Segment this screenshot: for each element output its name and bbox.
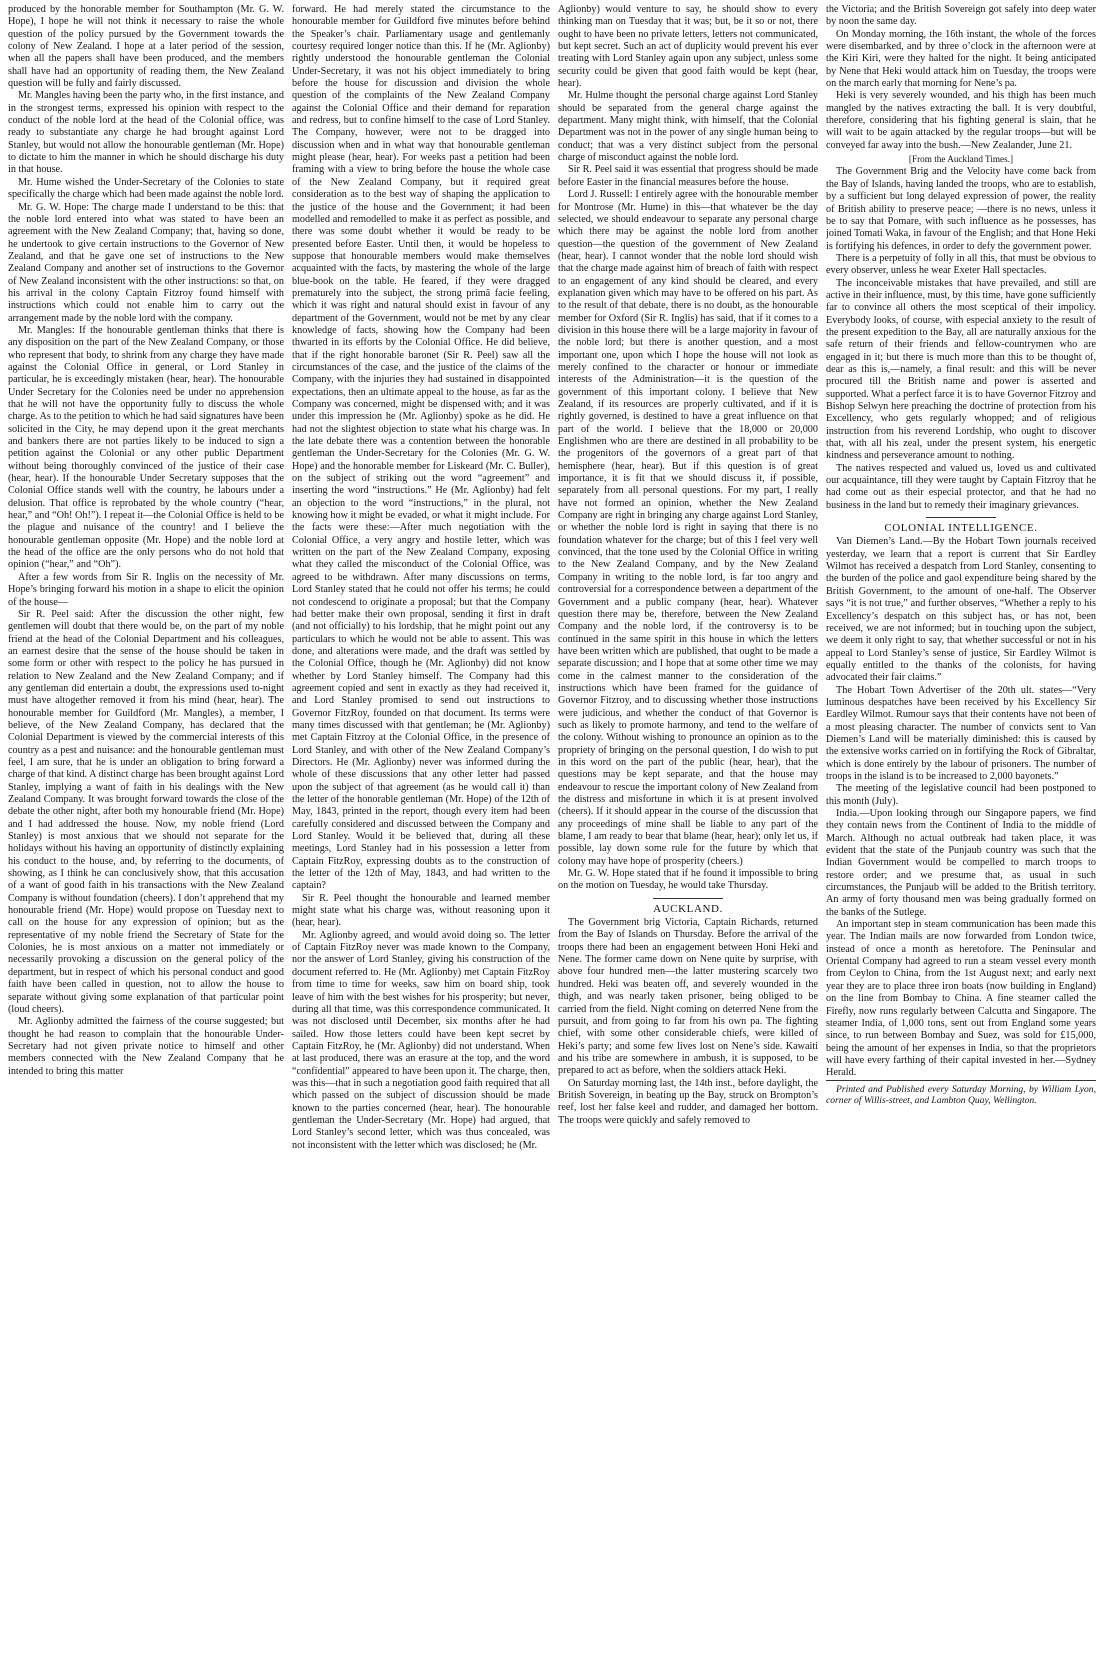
paragraph: Mr. Mangles: If the honourable gentleman thinks that there is any disposition on the part of the New Zealand Company, or those who represent that body, to shrink from any charge they have made against the Colonial Office in general, or Lord Stanley in particular, he is exceedingly mistaken (hear, hear). The honourable Under Secretary for the Colonies need be under no apprehension that he will not have the opportunity fully to discuss the whole charge. As to the petition to which he had said signatures have been solicited in the City, he may depend upon it the great merchants and bankers there are not parties likely to be induced to sign a petition against the Colonial or any other public Department without being thoroughly convinced of the justice of their case (hear, hear). If the honourable Under Secretary supposes that the Colonial Office stands well with the country, he labours under a delusion. That office is reprobated by the whole country (“hear, hear,” and “Oh! Oh!”). I repeat it—the Colonial Office is held to be the plague and nuisance of the country! and I believe the honourable gentleman opposite (Mr. Hope) and the noble lord at the head of the office are the only persons who do not hold that opinion (“hear,” and “Oh”). <box>8 324 284 571</box>
paragraph: Sir R. Peel said it was essential that progress should be made before Easter in the financial measures before the house. <box>558 164 818 188</box>
paragraph: Lord J. Russell: I entirely agree with the honourable member for Montrose (Mr. Hume) in this—that whatever be the day selected, we should endeavour to separate any personal charge which there may be against the noble lord from another question—the question of the government of New Zealand (hear, hear). I cannot wonder that the noble lord should wish that the charge made against him of breach of faith with respect to an engagement of any kind should be cleared, and every explanation given which may have to be offered on his part. As to the result of that debate, there is no doubt, as the honourable member for Oxford (Sir R. Inglis) has said, that if it comes to a division in this house there will be a large majority in favour of the noble lord; but there is another question, and a most important one, upon which I hope the house will not look as merely confined to the character or honour or immediate interests of the Administration—it is the question of the government of this important colony. I believe that New Zealand, if its resources are properly cultivated, and if it is rightly governed, is destined to have a great influence on that part of the world. I believe that the 18,000 or 20,000 Englishmen who are there are destined in all probability to be the progenitors of the governors of a great part of that hemisphere (hear, hear). But if this question is of great importance, it is fit that we should discuss it, if possible, separately from all personal questions. For my part, I really have not formed an opinion, whether the New Zealand Company are right in bringing any charge against Lord Stanley, or whether the noble lord is right in saying that there is no foundation whatever for the charge; but of this I feel very well convinced, that the tone used by the Colonial Office in writing to the New Zealand Company, and by the New Zealand Company in writing to the noble lord, is far too angry and controversial for a correspondence between a department of the Government and a public company (hear, hear). Whatever question there may be, therefore, between the New Zealand Company and the noble lord, if the controversy is to be continued in the same spirit in this house in which the letters have been written which are published, that ought to be made a separate discussion; and I hope that at some other time we may come in the calmest manner to the consideration of the instructions which have been framed for the guidance of Governor Fitzroy, and to discussing whether those instructions were judicious, and whether the conduct of that Governor is such as likely to promote harmony, and tend to the welfare of the colony. Without wishing to pronounce an opinion as to the propriety of bringing on the personal question, I do wish to put in this word on the part of the public (hear, hear), that the questions may be kept separate, and that the house may endeavour to rescue the important colony of New Zealand from the distress and misfortune in which it is at present involved (cheers). If it should appear in the course of the discussion that any proceedings of mine shall be liable to any part of the blame, I am ready to bear that blame (hear, hear); only let us, if possible, lay down some rule for the future by which that colony may have hope of prosperity (cheers.) <box>558 189 818 867</box>
column-1 <box>8 4 284 1649</box>
paragraph: Aglionby) would venture to say, he should show to every thinking man on Tuesday that it was; but, be it so or not, there ought to have been no private letters, letters not communicated, but kept secret. Such an act of duplicity would prevent his ever treating with Lord Stanley again upon any subject, unless some security could be given that good faith would be kept (hear, hear). <box>558 4 818 90</box>
paragraph: The Government brig Victoria, Captain Richards, returned from the Bay of Islands on Thursday. Before the arrival of the troops there had been an engagement between Honi Heki and Nene. The former came down on Nene quite by surprise, with above four hundred men—the latter mustering scarcely two hundred. Heki was beaten off, and severely wounded in the thigh, and was nearly taken prisoner, being obliged to be carried from the field. Night coming on deterred Nene from the pursuit, and from going to far from his own pa. The fighting chief, with some other considerable chiefs, were killed of Heki’s party; and some few lives lost on Nene’s side. Kawaiti and his tribe are somewhere in ambush, it is supposed, to be prepared to act as before, when the soldiers attack Heki. <box>558 917 818 1077</box>
paragraph: Heki is very severely wounded, and his thigh has been much mangled by the natives extracting the ball. It is very doubtful, therefore, considering that his fighting general is slain, that he will wait to be again attacked by the regular troops—but will be conveyed far away into the bush.—New Zealander, June 21. <box>826 90 1096 151</box>
paragraph: the Victoria; and the British Sovereign got safely into deep water by noon the same day. <box>826 4 1096 28</box>
paragraph: The natives respected and valued us, loved us and cultivated our acquaintance, till they were taught by Captain Fitzroy that he had come out as their especial protector, and that he had no business in the land but to remedy their imaginary grievances. <box>826 462 1096 511</box>
paragraph: Mr. Aglionby agreed, and would avoid doing so. The letter of Captain FitzRoy never was made known to the Company, nor the answer of Lord Stanley, giving his construction of the document referred to. He (Mr. Aglionby) met Captain FitzRoy from time to time for weeks, saw him on board ship, took leave of him with the best wishes for his prosperity; but never, during all that time, was this correspondence communicated. It was not disclosed until December, six months after he had sailed. How those letters could have been kept secret by Captain FitzRoy, he (Mr. Aglionby) did not understand. When at last produced, there was an erasure at the top, and the word “confidential” appeared to have been upon it. The charge, then, was this—that in such a negotiation good faith required that all which passed on the subject of discussion should be made known to the parties concerned (hear, hear). The honourable gentleman the Under-Secretary (Mr. Hope) had argued, that Lord Stanley’s second letter, which was thus concealed, was not inconsistent with the letter which was disclosed; he (Mr. <box>292 929 550 1151</box>
paragraph: Mr. Aglionby admitted the fairness of the course suggested; but thought he had reason to complain that the honourable Under-Secretary had not given private notice to himself and other members connected with the New Zealand Company that he intended to bring this matter <box>8 1016 284 1077</box>
paragraph: Sir R. Peel thought the honourable and learned member might state what his charge was, without reasoning upon it (hear, hear). <box>292 892 550 929</box>
section-heading-colonial-intelligence: COLONIAL INTELLIGENCE. <box>884 522 1038 535</box>
paragraph: Mr. Hume wished the Under-Secretary of the Colonies to state specifically the charge which had been made against the noble lord. <box>8 176 284 201</box>
column-3 <box>558 4 818 1649</box>
paragraph: Sir R. Peel said: After the discussion the other night, few gentlemen will doubt that there would be, on the part of my noble friend at the head of the Colonial Department and his colleagues, an earnest desire that the sense of the house should be taken in some form or other with respect to the policy he has pursued in relation to New Zealand and the New Zealand Company; and if any gentleman did entertain a doubt, the expressions used to-night must have altogether removed it from his mind (hear, hear). The honourable member for Guildford (Mr. Mangles), a member, I believe, of the New Zealand Company, has declared that the Colonial Department is viewed by the commercial interests of this country as a pest and nuisance: and the honourable gentleman must feel, I am sure, that he is under an obligation to bring forward a charge of that kind. A distinct charge has been brought against Lord Stanley, implying a want of faith in his dealings with the New Zealand Company. It was brought forward towards the close of the debate the other night, after both my honourable friend (Mr. Hope) and I had addressed the house. Now, my noble friend (Lord Stanley) is most anxious that we should not separate for the holidays without his having an opportunity of distinctly explaining his conduct to the house, and, by referring to the documents, of showing, as I think he can conclusively show, that this accusation of a want of good faith in his transactions with the New Zealand Company is without foundation (cheers). I don’t apprehend that my honourable friend (Mr. Hope) would propose on Tuesday next to call on the house for any expression of opinion; but as the representative of my noble friend the Secretary of State for the Colonies, he is most anxious on a matter not immediately or necessarily provoking a discussion on the general policy of the department, but in respect of which his personal conduct and good faith have been called in question, not to allow the house to separate without giving some explanation of that particular point (loud cheers). <box>8 608 284 1015</box>
paragraph: Mr. Mangles having been the party who, in the first instance, and in the strongest terms, expressed his opinion with respect to the conduct of the noble lord at the head of the Colonial office, was ready to substantiate any charge he had brought against Lord Stanley, but would not allow the honourable gentleman (Mr. Hope) to dictate to him the manner in which he should discharge his duty in that house. <box>8 90 284 176</box>
column-4 <box>826 4 1096 1649</box>
paragraph: The meeting of the legislative council had been postponed to this month (July). <box>826 783 1096 807</box>
section-divider <box>926 517 996 518</box>
paragraph: Van Diemen’s Land.—By the Hobart Town journals received yesterday, we learn that a report is current that Sir Eardley Wilmot has received a despatch from Lord Stanley, consenting to the burden of the police and gaol expenditure being shared by the British Government, to the amount of one-half. The Observer says “it is not true,” and further observes, “Whether a reply to his Excellency’s despatch on this subject has, or has not, been received, we are not informed; but in touching upon the subject, we deem it only right to say, that whether successful or not in his appeal to Lord Stanley’s sense of justice, Sir Eardley Wilmot is equally entitled to the thanks of the colonists, for having advocated their fair claims.” <box>826 536 1096 684</box>
paragraph: Mr. G. W. Hope: The charge made I understand to be this: that the noble lord entered into what was stated to have been an agreement with the New Zealand Company; that, having so done, he undertook to give certain instructions to the Governor of New Zealand, and that he gave one set of instructions to the New Zealand Company and another set of instructions to the Governor of New Zealand inconsistent with the other instructions: so that, on his arrival in the colony Captain Fitzroy found himself with instructions which could not enable him to carry out the arrangement made by the noble lord with the company. <box>8 201 284 324</box>
source-credit: [From the Auckland Times.] <box>908 154 1014 165</box>
column-2 <box>292 4 550 1649</box>
paragraph: forward. He had merely stated the circumstance to the honourable member for Guildford five minutes before behind the Speaker’s chair. Parliamentary usage and gentlemanly courtesy required longer notice than this. If he (Mr. Aglionby) rightly understood the honourable gentleman the Colonial Under-Secretary, it was not his object immediately to bring before the house for discussion and division the whole question of the complaints of the New Zealand Company against the Colonial Office and their demand for reparation and redress, but to confine himself to the case of Lord Stanley. The Company, however, were not to be dragged into discussion when and in what way that honourable gentleman might please (hear, hear). For weeks past a petition had been framing with a view to bring before the house the whole case of the New Zealand Company, but it required great consideration as to the best way of shaping the application to the justice of the house and the Government; it had been modelled and remodelled to make it as perfect as possible, and there was some doubt whether it would be ready to be presented before Easter. Until then, it would be hopeless to suppose that honourable members would make themselves acquainted with the facts, by mastering the whole of the large blue-book on the table. He feared, if they were dragged prematurely into the subject, the strong primâ facie feeling, which it was right and natural should exist in favour of any department of the Government, would not be met by any clear knowledge of facts, showing how the Company had been thwarted in its efforts by the Colonial Office. He did believe, that if the right honorable baronet (Sir R. Peel) saw all the circumstances of the case, and the justice of the claims of the Company, with the injuries they had sustained in disappointed expectations, then an ultimate appeal to the house, as far as the Company was concerned, might be dispensed with; and it was under this impression he (Mr. Aglionby) spoke as he did. He had not the slightest objection to state what his charge was. In the late debate there was a contention between the honorable gentleman the Under-Secretary for the Colonies (Mr. G. W. Hope) and the honorable member for Liskeard (Mr. C. Buller), on the subject of striking out the word “agreement” and inserting the word “instructions.” He (Mr. Aglionby) had felt an objection to the word “instructions,” in the plural, not knowing how it might be evaded, or what it might include. For the facts were these:—After much negotiation with the Colonial Office, a very angry and hostile letter, which was written on the part of the New Zealand Company, exposing what they called the misconduct of the Colonial Office, was agreed to be withdrawn. After many discussions on terms, Lord Stanley stated that he could not offer his terms; he could not condescend to originate a proposal; but that the Company had better make their own proposal, sending it first in draft (and not officially) to his lordship, that he might point out any particulars to which he would not be able to assent. This was done, and alterations were made, and the draft was settled by the Colonial Office, though he (Mr. Aglionby) did not know whether by Lord Stanley himself. The Company had this agreement copied and sent in exactly as they had received it, and Lord Stanley promised to send out instructions to Governor FitzRoy, founded on that document. Its terms were many times discussed with that gentleman; he (Mr. Aglionby) met Captain Fitzroy at the Colonial Office, in the presence of Lord Stanley, and with other of the New Zealand Company’s Directors. He (Mr. Aglionby) never was informed during the whole of these discussions that any other letter had passed upon the subject of that agreement (as he would call it) than the letter of the honorable gentleman (Mr. Hope) of the 12th of May, 1843, printed in the report, though every item had been carefully considered and discussed between the Company and Lord Stanley. Would it be believed that, during all these meetings, Lord Stanley had in his possession a letter from Captain FitzRoy, expressing doubts as to the construction of the letter of the 12th of May, 1843, and had written to the captain? <box>292 4 550 892</box>
paragraph: India.—Upon looking through our Singapore papers, we find they contain news from the Continent of India to the middle of March. Although no actual outbreak had taken place, it was evident that the state of the Punjaub country was such that the Indian Government would be compelled to march troops to restore order; and we presume that, as usual in such circumstances, the Punjaub will be added to the British territory. An army of forty thousand men was being gradually formed on the banks of the Sutlege. <box>826 808 1096 918</box>
paragraph: An important step in steam communication has been made this year. The Indian mails are now forwarded from London twice, instead of once a month as heretofore. The Peninsular and Oriental Company had agreed to run a steam vessel every month from Ceylon to China, from the 1st August next; and early next year they are to place three iron boats (now building in England) on the line from Bombay to China. A fine steamer called the Firefly, now runs regularly between Calcutta and Singapore. The steamer India, of 1,000 tons, sent out from England some years since, to run between Bombay and Suez, was sold for £15,000, being the amount of her expenses in India, so that the proprietors will have every farthing of their capital invested in her.—Sydney Herald. <box>826 919 1096 1079</box>
paragraph: Mr. Hulme thought the personal charge against Lord Stanley should be separated from the general charge against the department. Many might think, with himself, that the Colonial Department was not in the power of any single human being to conduct; that was a very distinct subject from the personal charge of misconduct against the noble lord. <box>558 90 818 164</box>
paragraph: The inconceivable mistakes that have prevailed, and still are active in their influence, must, by this time, have gone sufficiently far to convince all others the most sceptical of their impolicy. Everybody looks, of course, with especial anxiety to the result of the present expedition to the Bay, all are naturally anxious for the safe return of their friends and fellow-countrymen who are engaged in it; but there is much more than this to be thought of, dear as this is,—namely, a final result: and this will be never procured till the British name and power is asserted and supported. What a perfect farce it is to have Governor Fitzroy and Bishop Selwyn here preaching the doctrine of protection from his Excellency, who gets regularly whopped; and of religious instruction from his reverend Lordship, who ought to discover that, with all his zeal, under the present system, his energetic kindness and perseverance amount to nothing. <box>826 277 1096 462</box>
section-divider <box>653 898 723 899</box>
section-heading-auckland: AUCKLAND. <box>653 902 723 915</box>
paragraph: On Monday morning, the 16th instant, the whole of the forces were disembarked, and by three o’clock in the afternoon were at the Kiri Kiri, were they halted for the night. It being anticipated by Nene that Heki would attack him on Tuesday, the troops were on the march early that morning for Nene’s pa. <box>826 28 1096 90</box>
paragraph: There is a perpetuity of folly in all this, that must be obvious to every observer, unless he wear Exeter Hall spectacles. <box>826 252 1096 277</box>
paragraph: After a few words from Sir R. Inglis on the necessity of Mr. Hope’s bringing forward his motion in a shape to elicit the opinion of the house— <box>8 571 284 608</box>
paragraph: The Hobart Town Advertiser of the 20th ult. states—“Very luminous despatches have been received by his Excellency Sir Eardley Wilmot. Rumour says that their contents have not been of a most pleasing character. The number of convicts sent to Van Diemen’s Land will be materially diminished: this is caused by the extensive works carried on in fortifying the Rock of Gibraltar, which is done entirely by the labour of prisoners. The number of troops in the island is to be increased to 2,000 bayonets.” <box>826 684 1096 782</box>
paragraph: Mr. G. W. Hope stated that if he found it impossible to bring on the motion on Tuesday, he would take Thursday. <box>558 868 818 892</box>
paragraph: produced by the honorable member for Southampton (Mr. G. W. Hope), I hope he will not think it necessary to raise the whole question of the policy pursued by the Government towards the colony of New Zealand. I hope at a later period of the session, when all the papers shall have been produced, and the members shall have had an opportunity of reading them, the New Zealand question will be fully and fairly discussed. <box>8 4 284 90</box>
paragraph: On Saturday morning last, the 14th inst., before daylight, the British Sovereign, in beating up the Bay, struck on Brompton’s reef, lost her false keel and rudder, and damaged her bottom. The troops were quickly and safely removed to <box>558 1077 818 1126</box>
paragraph: The Government Brig and the Velocity have come back from the Bay of Islands, having landed the troops, who are to establish, by a sufficient but long delayed expression of power, the reality of British ability to preserve peace; —there is no news, unless it be to say that Pomare, with such influence as he possesses, has joined Tomati Waka, in favour of the English; and that Hone Heki is fortifying his defences, in order to defy the government power. <box>826 166 1096 252</box>
printer-imprint: Printed and Published every Saturday Morning, by William Lyon, corner of Willis-street, and Lambton Quay, Wellington. <box>826 1080 1096 1107</box>
